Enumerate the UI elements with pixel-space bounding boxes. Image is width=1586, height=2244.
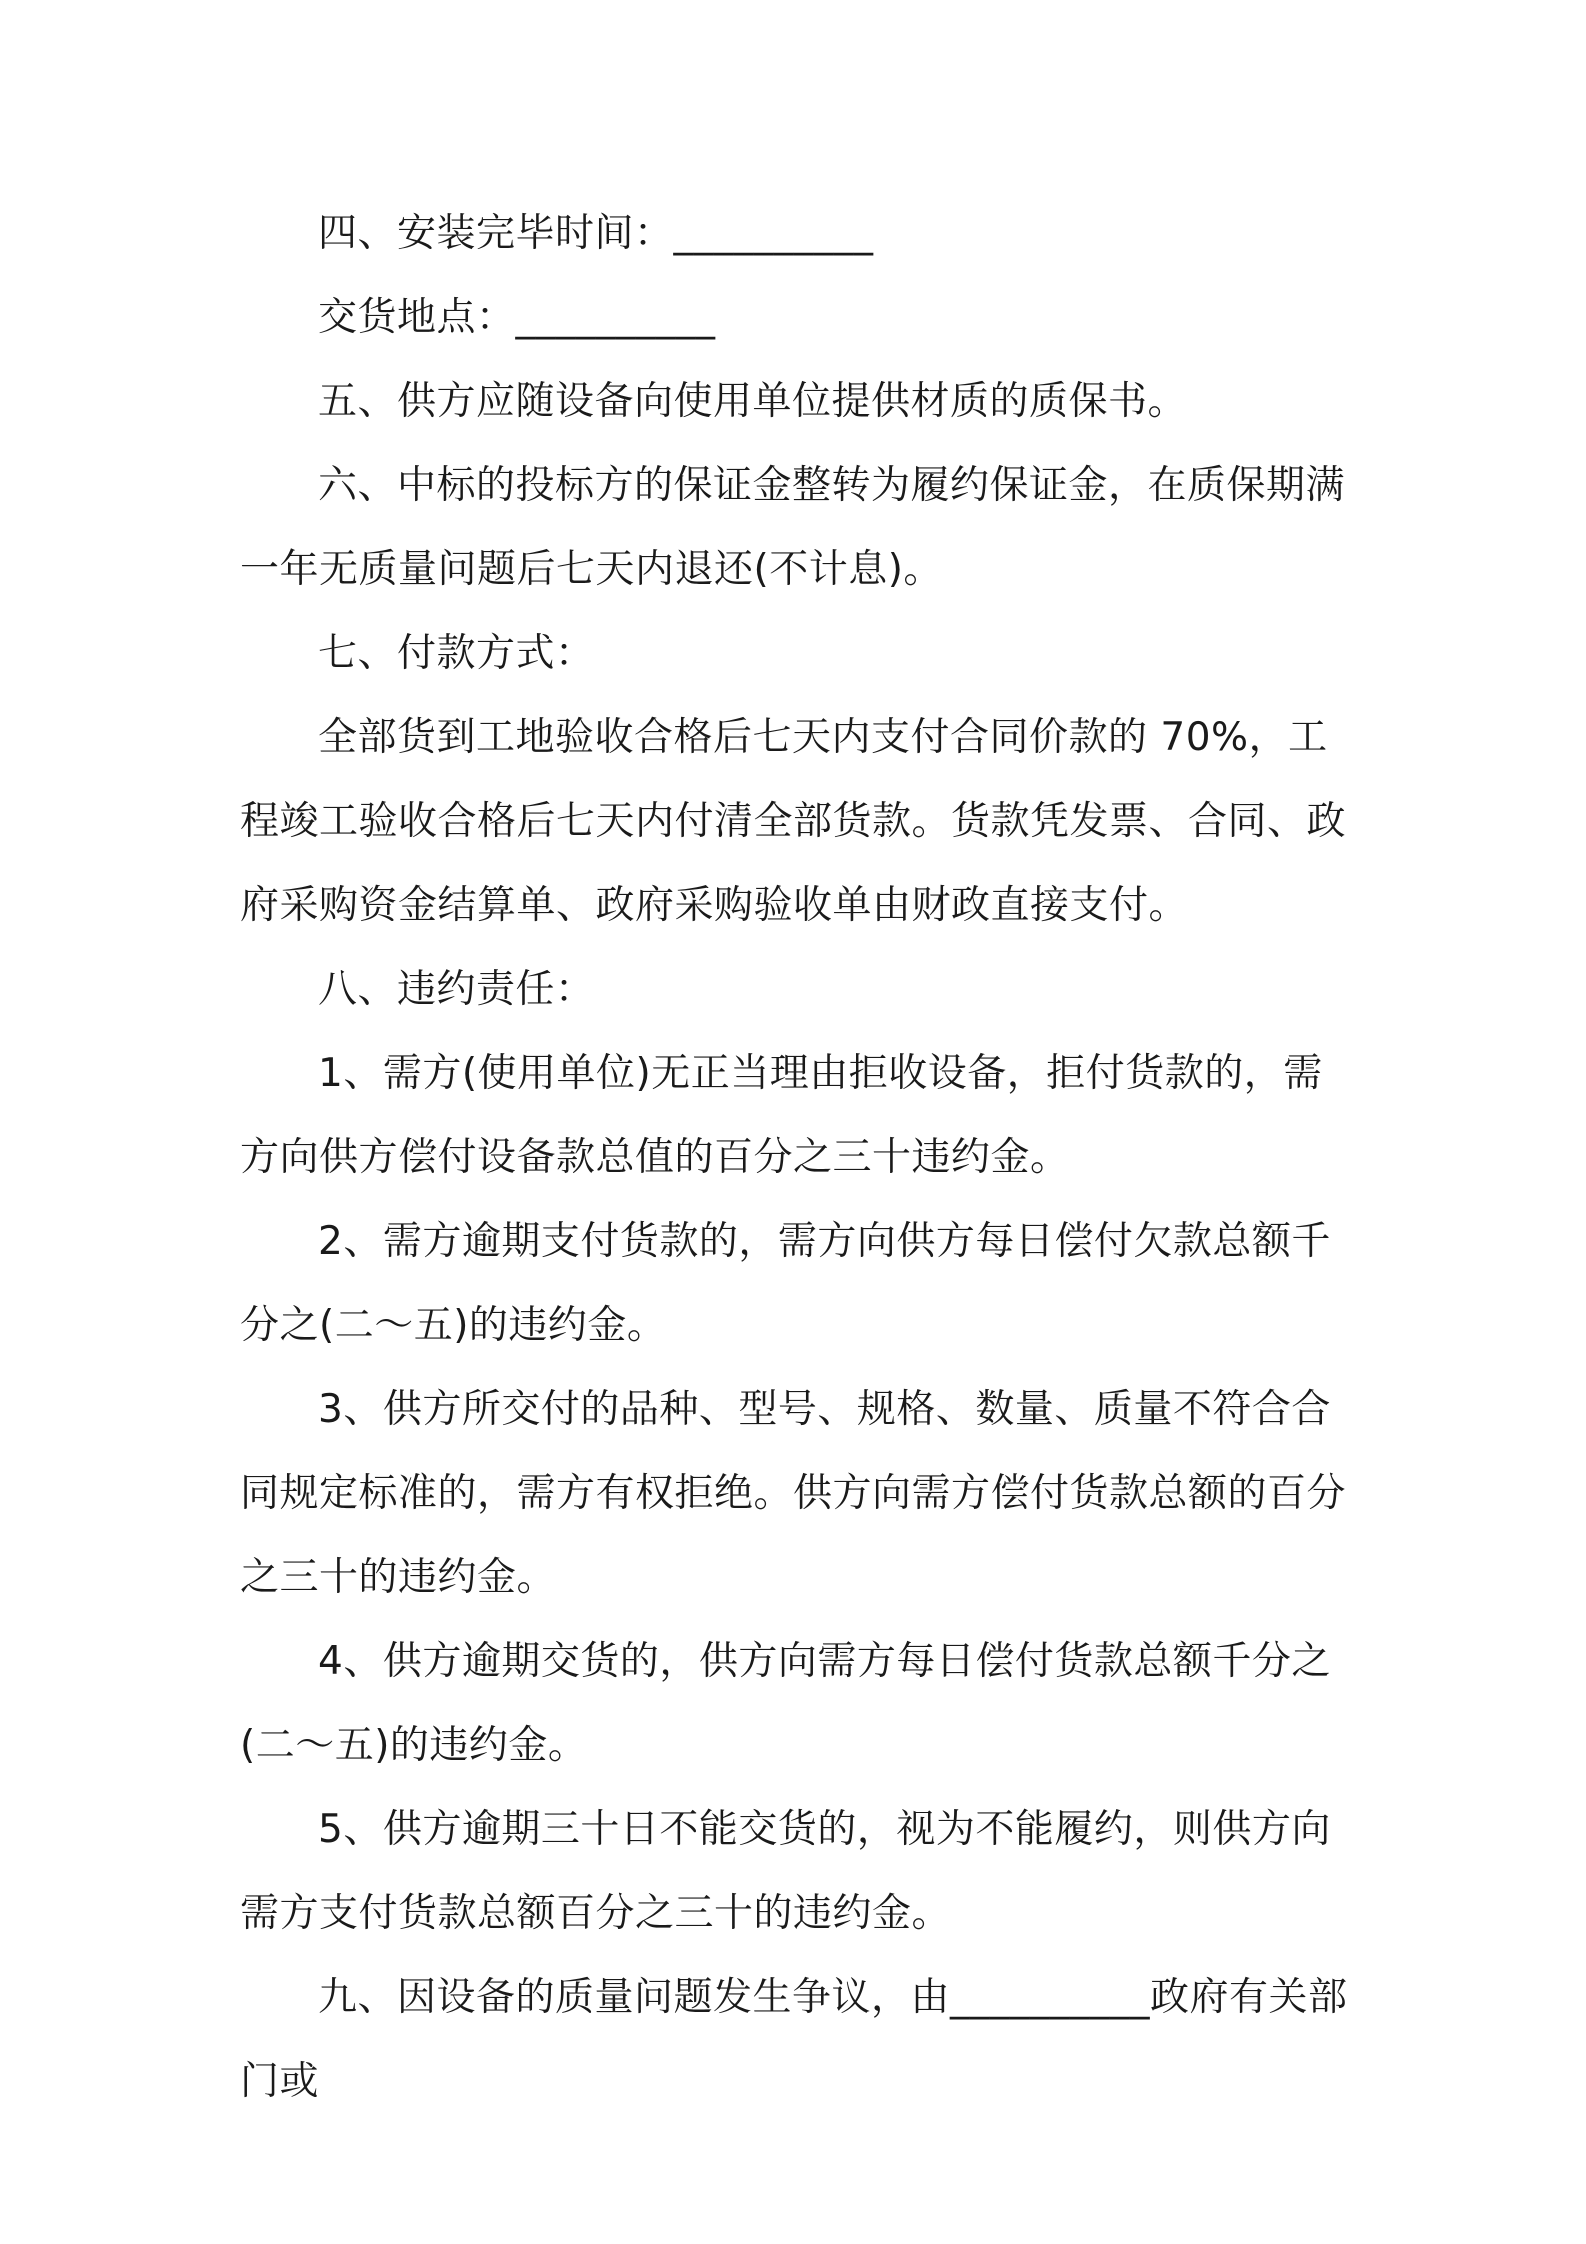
paragraph-breach-item-1: 1、需方(使用单位)无正当理由拒收设备，拒付货款的，需方向供方偿付设备款总值的百分之三十违约金。 (240, 1051, 1323, 1180)
paragraph-install-time: 四、安装完毕时间：__________ (318, 211, 874, 256)
contract-text (240, 192, 1360, 2124)
paragraph-delivery-location: 交货地点：__________ (318, 295, 716, 340)
paragraph-breach-item-2: 2、需方逾期支付货款的，需方向供方每日偿付欠款总额千分之(二～五)的违约金。 (240, 1219, 1331, 1348)
paragraph-quality-certificate: 五、供方应随设备向使用单位提供材质的质保书。 (318, 379, 1188, 424)
paragraph-breach-item-3: 3、供方所交付的品种、型号、规格、数量、质量不符合合同规定标准的，需方有权拒绝。供方向需方偿付货款总额的百分之三十的违约金。 (240, 1387, 1347, 1600)
paragraph-breach-item-5: 5、供方逾期三十日不能交货的，视为不能履约，则供方向需方支付货款总额百分之三十的违约金。 (240, 1807, 1331, 1936)
paragraph-payment-heading: 七、付款方式： (318, 631, 595, 676)
paragraph-payment-terms: 全部货到工地验收合格后七天内支付合同价款的 70%，工程竣工验收合格后七天内付清全部货款。货款凭发票、合同、政府采购资金结算单、政府采购验收单由财政直接支付。 (240, 715, 1347, 928)
paragraph-breach-item-4: 4、供方逾期交货的，供方向需方每日偿付货款总额千分之(二～五)的违约金。 (240, 1639, 1331, 1768)
paragraph-dispute: 九、因设备的质量问题发生争议，由__________政府有关部门或 (240, 1975, 1348, 2104)
paragraph-breach-heading: 八、违约责任： (318, 967, 595, 1012)
paragraph-performance-bond: 六、中标的投标方的保证金整转为履约保证金，在质保期满一年无质量问题后七天内退还(不计息)。 (240, 463, 1346, 592)
